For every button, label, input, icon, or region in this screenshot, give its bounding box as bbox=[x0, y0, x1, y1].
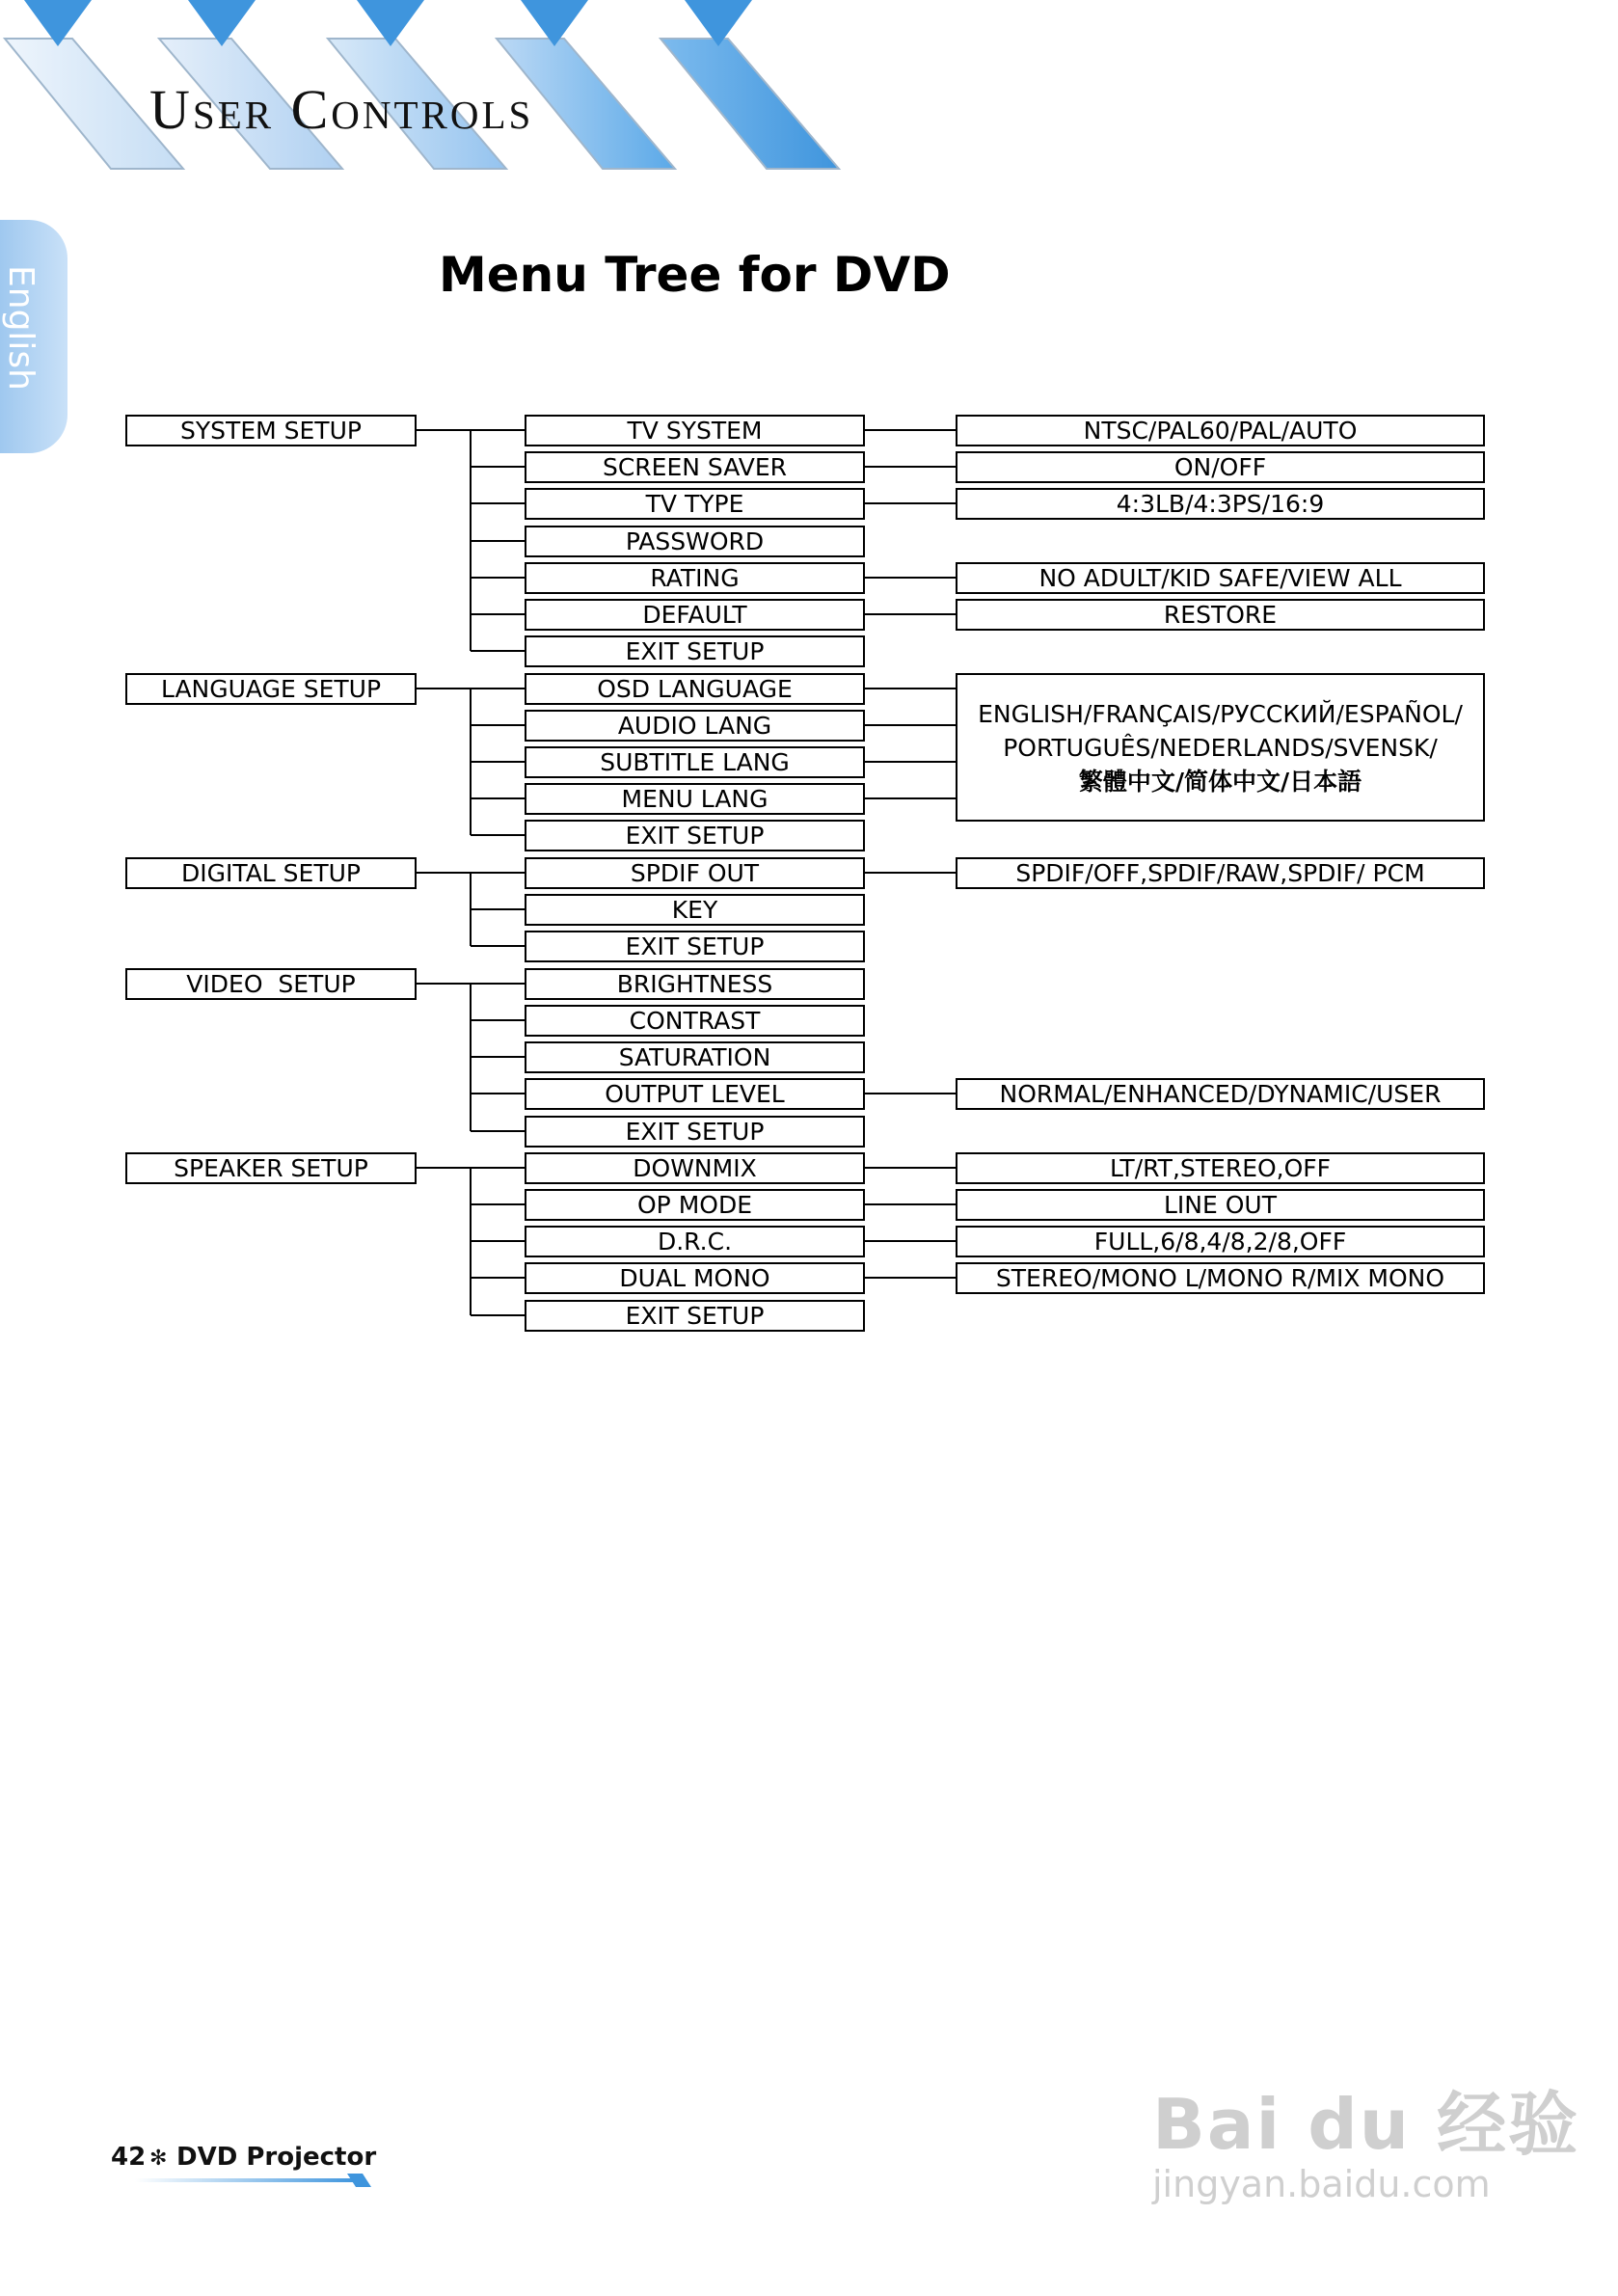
menu-language-setup: LANGUAGE SETUP bbox=[125, 673, 417, 705]
side-tab-label: English bbox=[1, 265, 40, 391]
menu-item-exit-setup: EXIT SETUP bbox=[525, 820, 865, 851]
menu-digital-setup: DIGITAL SETUP bbox=[125, 857, 417, 889]
menu-item-audio-lang: AUDIO LANG bbox=[525, 710, 865, 742]
menu-item-tv-type: TV TYPE bbox=[525, 488, 865, 520]
option-output-level: NORMAL/ENHANCED/DYNAMIC/USER bbox=[956, 1078, 1485, 1110]
menu-item-menu-lang: MENU LANG bbox=[525, 783, 865, 815]
menu-item-screen-saver: SCREEN SAVER bbox=[525, 451, 865, 483]
option-downmix: LT/RT,STEREO,OFF bbox=[956, 1152, 1485, 1184]
menu-item-output-level: OUTPUT LEVEL bbox=[525, 1078, 865, 1110]
option-op-mode: LINE OUT bbox=[956, 1189, 1485, 1221]
menu-item-contrast: CONTRAST bbox=[525, 1005, 865, 1037]
option-languages bbox=[956, 673, 1485, 822]
option-spdif-out: SPDIF/OFF,SPDIF/RAW,SPDIF/ PCM bbox=[956, 857, 1485, 889]
menu-item-saturation: SATURATION bbox=[525, 1041, 865, 1073]
page-number: 42 bbox=[111, 2143, 147, 2172]
section-title: User Controls bbox=[149, 78, 534, 141]
menu-item-drc: D.R.C. bbox=[525, 1226, 865, 1257]
menu-item-osd-language: OSD LANGUAGE bbox=[525, 673, 865, 705]
menu-system-setup: SYSTEM SETUP bbox=[125, 415, 417, 446]
footer-separator-icon: ✻ bbox=[149, 2146, 168, 2170]
menu-item-default: DEFAULT bbox=[525, 599, 865, 631]
menu-item-exit-setup: EXIT SETUP bbox=[525, 635, 865, 667]
menu-item-rating: RATING bbox=[525, 562, 865, 594]
menu-item-exit-setup: EXIT SETUP bbox=[525, 1116, 865, 1148]
watermark-url: jingyan.baidu.com bbox=[1152, 2163, 1491, 2205]
option-tv-type: 4:3LB/4:3PS/16:9 bbox=[956, 488, 1485, 520]
option-rating: NO ADULT/KID SAFE/VIEW ALL bbox=[956, 562, 1485, 594]
menu-speaker-setup: SPEAKER SETUP bbox=[125, 1152, 417, 1184]
menu-item-tv-system: TV SYSTEM bbox=[525, 415, 865, 446]
footer-accent-rule bbox=[135, 2174, 376, 2199]
menu-video-setup: VIDEO SETUP bbox=[125, 968, 417, 1000]
menu-item-op-mode: OP MODE bbox=[525, 1189, 865, 1221]
option-languages-line: 繁體中文/简体中文/日本語 bbox=[1078, 767, 1362, 796]
menu-item-downmix: DOWNMIX bbox=[525, 1152, 865, 1184]
option-languages-line: PORTUGUÊS/NEDERLANDS/SVENSK/ bbox=[1003, 733, 1438, 762]
page-title: Menu Tree for DVD bbox=[439, 247, 951, 303]
option-screen-saver: ON/OFF bbox=[956, 451, 1485, 483]
menu-item-brightness: BRIGHTNESS bbox=[525, 968, 865, 1000]
menu-item-subtitle-lang: SUBTITLE LANG bbox=[525, 746, 865, 778]
option-tv-system: NTSC/PAL60/PAL/AUTO bbox=[956, 415, 1485, 446]
menu-item-password: PASSWORD bbox=[525, 526, 865, 557]
watermark bbox=[1152, 2068, 1579, 2205]
menu-item-dual-mono: DUAL MONO bbox=[525, 1262, 865, 1294]
footer-title: DVD Projector bbox=[176, 2143, 377, 2172]
watermark-brand: Bai du 经验 bbox=[1152, 2084, 1580, 2165]
option-drc: FULL,6/8,4/8,2/8,OFF bbox=[956, 1226, 1485, 1257]
menu-item-exit-setup: EXIT SETUP bbox=[525, 931, 865, 962]
menu-item-key: KEY bbox=[525, 894, 865, 926]
menu-item-spdif-out: SPDIF OUT bbox=[525, 857, 865, 889]
option-dual-mono: STEREO/MONO L/MONO R/MIX MONO bbox=[956, 1262, 1485, 1294]
option-default: RESTORE bbox=[956, 599, 1485, 631]
menu-item-exit-setup: EXIT SETUP bbox=[525, 1300, 865, 1332]
option-languages-line: ENGLISH/FRANÇAIS/РУССКИЙ/ESPAÑOL/ bbox=[978, 699, 1463, 728]
